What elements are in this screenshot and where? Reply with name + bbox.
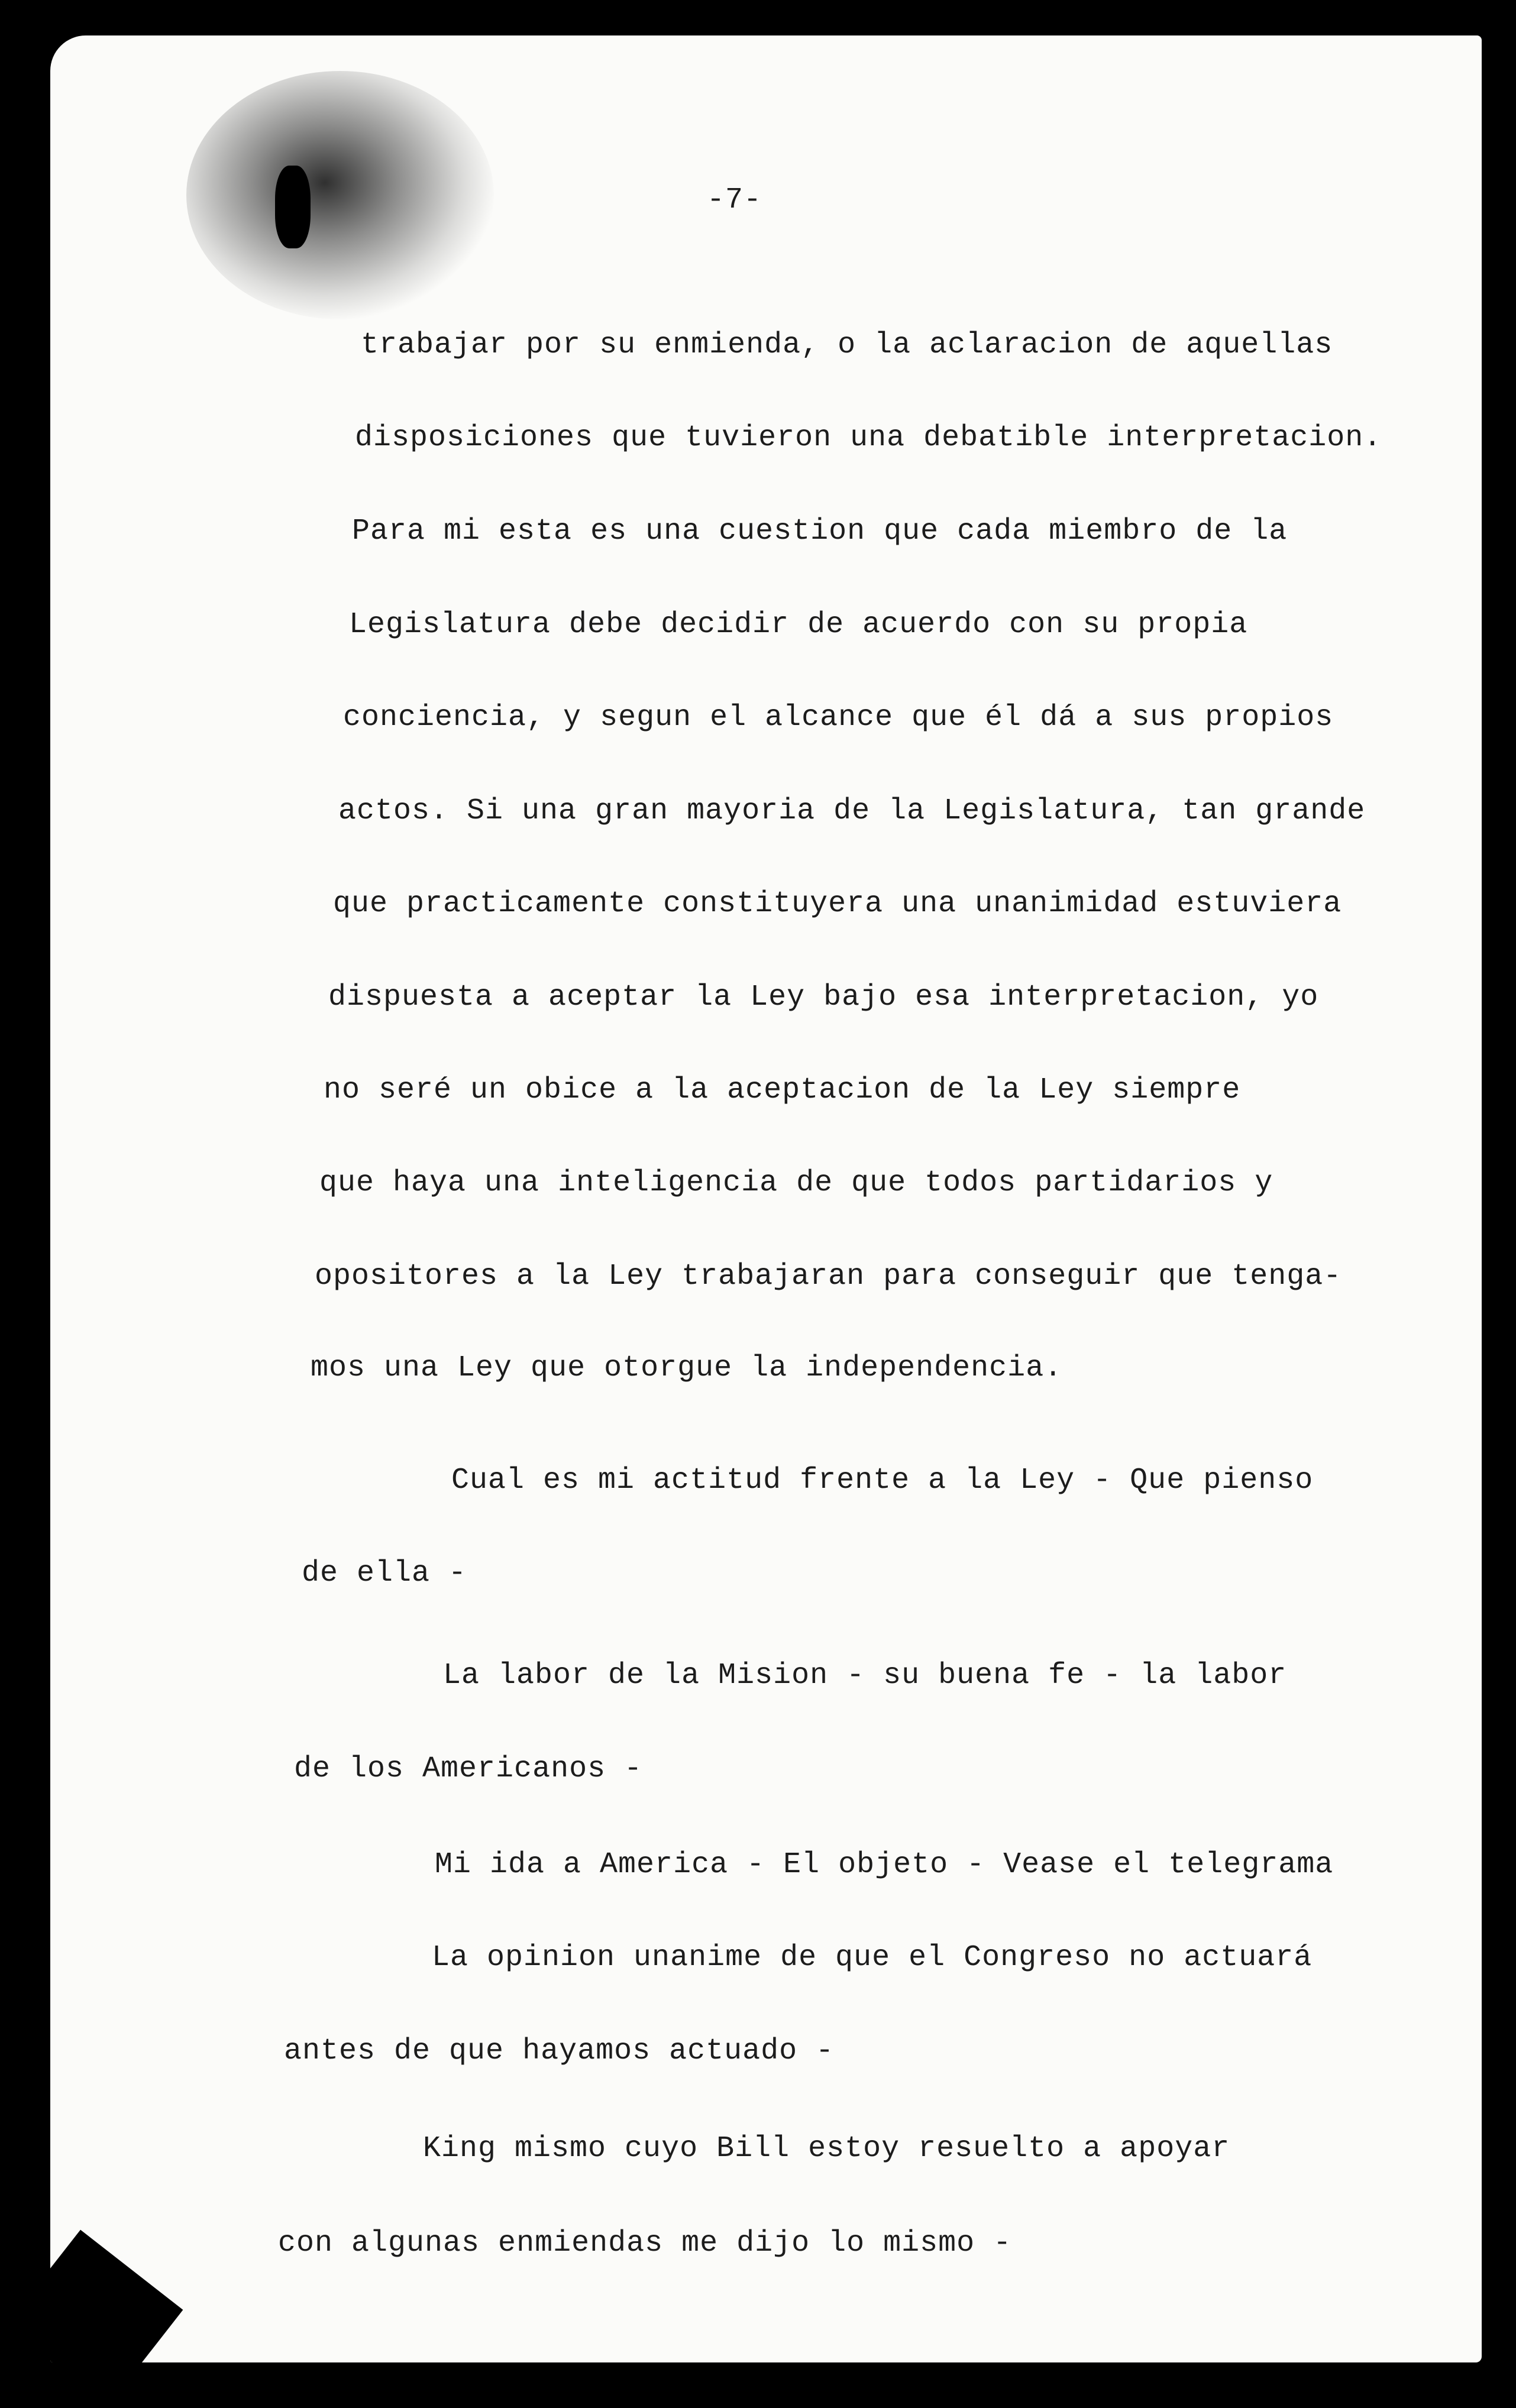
text-line: La labor de la Mision - su buena fe - la labor	[443, 1659, 1287, 1692]
text-line: que haya una inteligencia de que todos partidarios y	[319, 1166, 1273, 1200]
text-line: actos. Si una gran mayoria de la Legislatura, tan grande	[338, 794, 1366, 828]
text-line: King mismo cuyo Bill estoy resuelto a apoyar	[423, 2132, 1230, 2166]
page-number: -7-	[707, 183, 762, 217]
text-line: de ella -	[302, 1556, 467, 1590]
text-line: antes de que hayamos actuado -	[284, 2034, 835, 2068]
text-line: La opinion unanime de que el Congreso no actuará	[432, 1941, 1313, 1975]
text-line: dispuesta a aceptar la Ley bajo esa interpretacion, yo	[328, 980, 1319, 1014]
text-line: conciencia, y segun el alcance que él dá a sus propios	[343, 701, 1334, 734]
text-line: trabajar por su enmienda, o la aclaracion de aquellas	[361, 328, 1333, 362]
text-line: que practicamente constituyera una unanimidad estuviera	[333, 887, 1342, 921]
text-line: Mi ida a America - El objeto - Vease el telegrama	[435, 1848, 1334, 1882]
text-line: de los Americanos -	[294, 1752, 643, 1786]
typed-text-body	[50, 35, 1482, 2362]
text-line: no seré un obice a la aceptacion de la Ley siempre	[324, 1073, 1241, 1107]
text-line: con algunas enmiendas me dijo lo mismo -	[278, 2226, 1012, 2260]
document-page	[50, 35, 1482, 2362]
text-line: Legislatura debe decidir de acuerdo con su propia	[349, 608, 1248, 642]
text-line: disposiciones que tuvieron una debatible interpretacion.	[355, 421, 1382, 455]
text-line: Cual es mi actitud frente a la Ley - Que pienso	[451, 1464, 1314, 1497]
text-line: opositores a la Ley trabajaran para conseguir que tenga-	[315, 1260, 1342, 1293]
text-line: mos una Ley que otorgue la independencia.	[311, 1351, 1063, 1385]
text-line: Para mi esta es una cuestion que cada miembro de la	[352, 514, 1288, 548]
